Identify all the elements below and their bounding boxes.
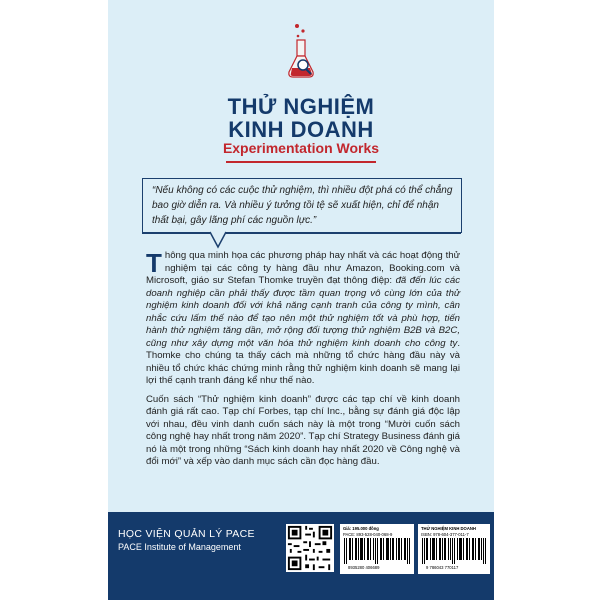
- book-description: [146, 250, 460, 475]
- paragraph-1-end: . Thomke cho chúng ta thấy cách mà những tổ chức hàng đầu này và nhiều tổ chức khác chứng minh rằng thử nghiệm kinh doanh sẽ mang lại lợi thế cạnh tranh đáng kể như thế nào.: [146, 337, 460, 386]
- paragraph-1: [146, 250, 460, 388]
- barcode-1: [343, 538, 411, 564]
- publisher-name-en: PACE Institute of Management: [118, 542, 241, 552]
- book-cover: [108, 0, 494, 600]
- quote-text: “Nếu không có các cuộc thử nghiệm, thì nhiều đột phá có thể chẳng bao giờ diễn ra. Và nhiều ý tưởng tồi tệ sẽ xuất hiện, chỉ để nhận thất bại, gây lãng phí các nguồn lực.”: [152, 185, 453, 226]
- book-title-line1: THỬ NGHIỆM: [227, 94, 375, 119]
- dropcap: T: [146, 248, 162, 278]
- barcode-2: [421, 538, 487, 564]
- quote-tail: [209, 231, 229, 249]
- book-subtitle: Experimentation Works: [222, 140, 380, 156]
- flask-icon: [286, 22, 316, 82]
- book-title-line2: KINH DOANH: [228, 117, 374, 142]
- barcode-isbn: ISBN: 978-604-377-011-7: [421, 532, 469, 537]
- barcode-2-number: 9 786043 770117: [426, 565, 459, 570]
- subtitle-underline: [226, 161, 376, 163]
- paragraph-1-italic: đã đến lúc các doanh nghiệp cần phải thấy được tầm quan trọng vô cùng lớn của thử nghiệm kinh doanh đối với khả năng cạnh tranh của công ty mình, cân nhắc cứu lấm thế nào để tạo nên một thử nghiệm tốt và phù hợp, tiến hành thử nghiệm tăng dần, mở rộng đối tượng thử nghiệm B2B và B2C, cũng như xây dựng một văn hóa thử nghiệm kinh doanh cho công ty: [146, 275, 460, 349]
- publisher-name-vn: HỌC VIỆN QUẢN LÝ PACE: [118, 528, 255, 540]
- paragraph-1-intro: hông qua minh họa các phương pháp hay nhất và các hoạt động thử nghiệm tại các công ty hàng đầu như Amazon, Booking.com và Microsoft, giáo sư Stefan Thomke truyền đạt thông điệp:: [146, 250, 460, 286]
- quote-frame-bottom-right: [226, 232, 461, 234]
- qr-code-icon: [286, 524, 334, 572]
- barcode-price-label: Giá: 195.000 đồng: [343, 526, 379, 531]
- barcode-price-code: PACE: 893-528-040-068-9: [343, 532, 393, 537]
- barcode-1-number: 8935280 406689: [348, 565, 380, 570]
- paragraph-2: Cuốn sách “Thử nghiệm kinh doanh” được các tạp chí về kinh doanh đánh giá rất cao. Tạp chí Forbes, tạp chí Inc., bằng sự đánh giá độc lập với nhau, đều vinh danh cuốn sách này là một trong “Mười cuốn sách công nghệ hay nhất trong năm 2020”. Tạp chí Strategy Business đánh giá nó là một trong những “Sách kinh doanh hay nhất 2020 về Công nghệ và đổi mới” và xếp vào danh mục sách cần đọc hàng đầu.: [146, 393, 460, 467]
- barcode-book-title: THỬ NGHIỆM KINH DOANH: [421, 526, 476, 531]
- quote-frame-bottom-left: [142, 232, 210, 234]
